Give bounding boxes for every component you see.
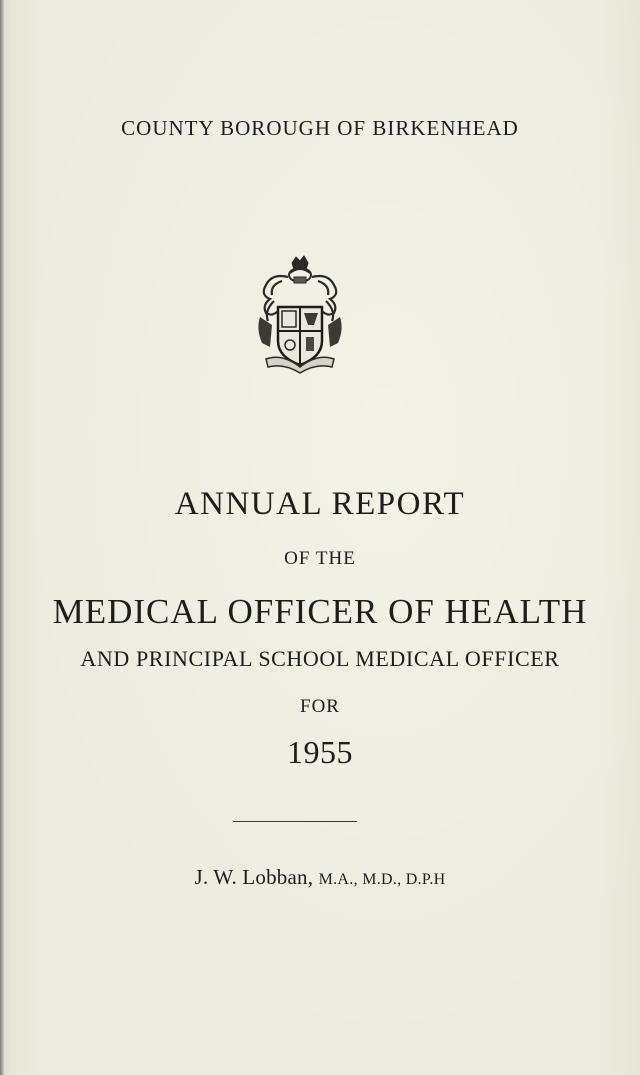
author-line [0, 865, 640, 890]
coat-of-arms-icon [252, 255, 348, 375]
of-the-line: OF THE [284, 548, 356, 569]
for-label: FOR [300, 696, 340, 717]
report-title: ANNUAL REPORT [174, 486, 466, 522]
author-qualifications: M.A., M.D., D.P.H [318, 871, 446, 888]
second-officer-title: AND PRINCIPAL SCHOOL MEDICAL OFFICER [80, 646, 560, 671]
officer-title: MEDICAL OFFICER OF HEALTH [52, 592, 588, 631]
issuing-authority: COUNTY BOROUGH OF BIRKENHEAD [121, 116, 519, 140]
page-spine-edge [0, 0, 4, 1075]
report-year: 1955 [287, 734, 353, 770]
divider-rule [233, 821, 357, 822]
author-name: J. W. Lobban, [194, 865, 314, 889]
